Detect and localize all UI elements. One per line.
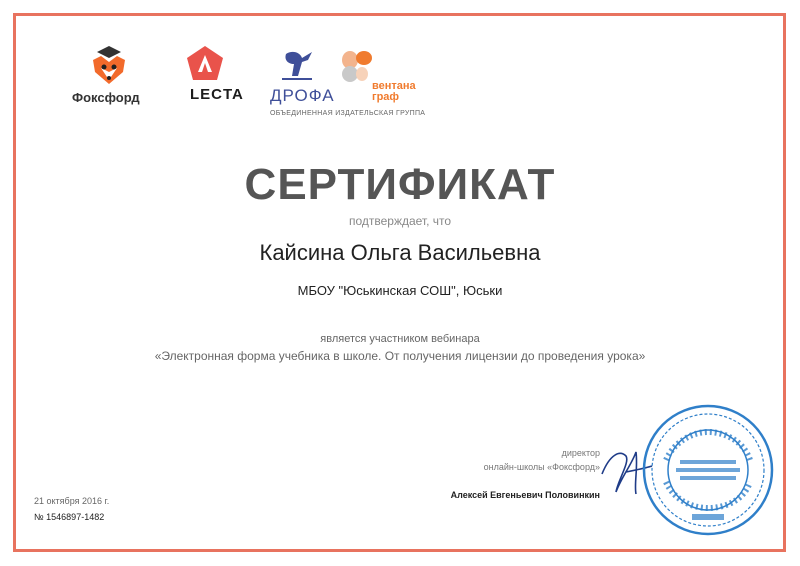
- lecta-wordmark: LECTA: [190, 86, 244, 103]
- drofa-wordmark: ДРОФА: [270, 86, 335, 105]
- graf-wordmark: граф: [372, 91, 400, 103]
- ventana-wordmark: вентана: [372, 80, 416, 92]
- director-role: директор: [561, 448, 600, 458]
- issue-date: 21 октября 2016 г.: [34, 496, 110, 506]
- recipient-school: МБОУ "Юськинская СОШ", Юськи: [297, 283, 503, 298]
- confirms-text: подтверждает, что: [348, 214, 452, 228]
- round-seal-stamp: [640, 402, 776, 543]
- publishing-group-caption: ОБЪЕДИНЕННАЯ ИЗДАТЕЛЬСКАЯ ГРУППА: [270, 110, 426, 117]
- participant-text: является участником вебинара: [320, 333, 480, 345]
- drofa-logo: [278, 50, 328, 89]
- director-school: онлайн-школы «Фоксфорд»: [483, 462, 600, 472]
- webinar-title: «Электронная форма учебника в школе. От получения лицензии до проведения урока»: [154, 349, 646, 363]
- lecta-logo: [186, 46, 224, 87]
- signer-name: Алексей Евгеньевич Половинкин: [450, 490, 600, 500]
- recipient-name: Кайсина Ольга Васильевна: [259, 240, 541, 265]
- foxford-logo: [72, 46, 146, 88]
- certificate-title: СЕРТИФИКАТ: [244, 160, 556, 209]
- foxford-wordmark: Фоксфорд: [72, 90, 140, 105]
- certificate-number: № 1546897-1482: [34, 512, 105, 522]
